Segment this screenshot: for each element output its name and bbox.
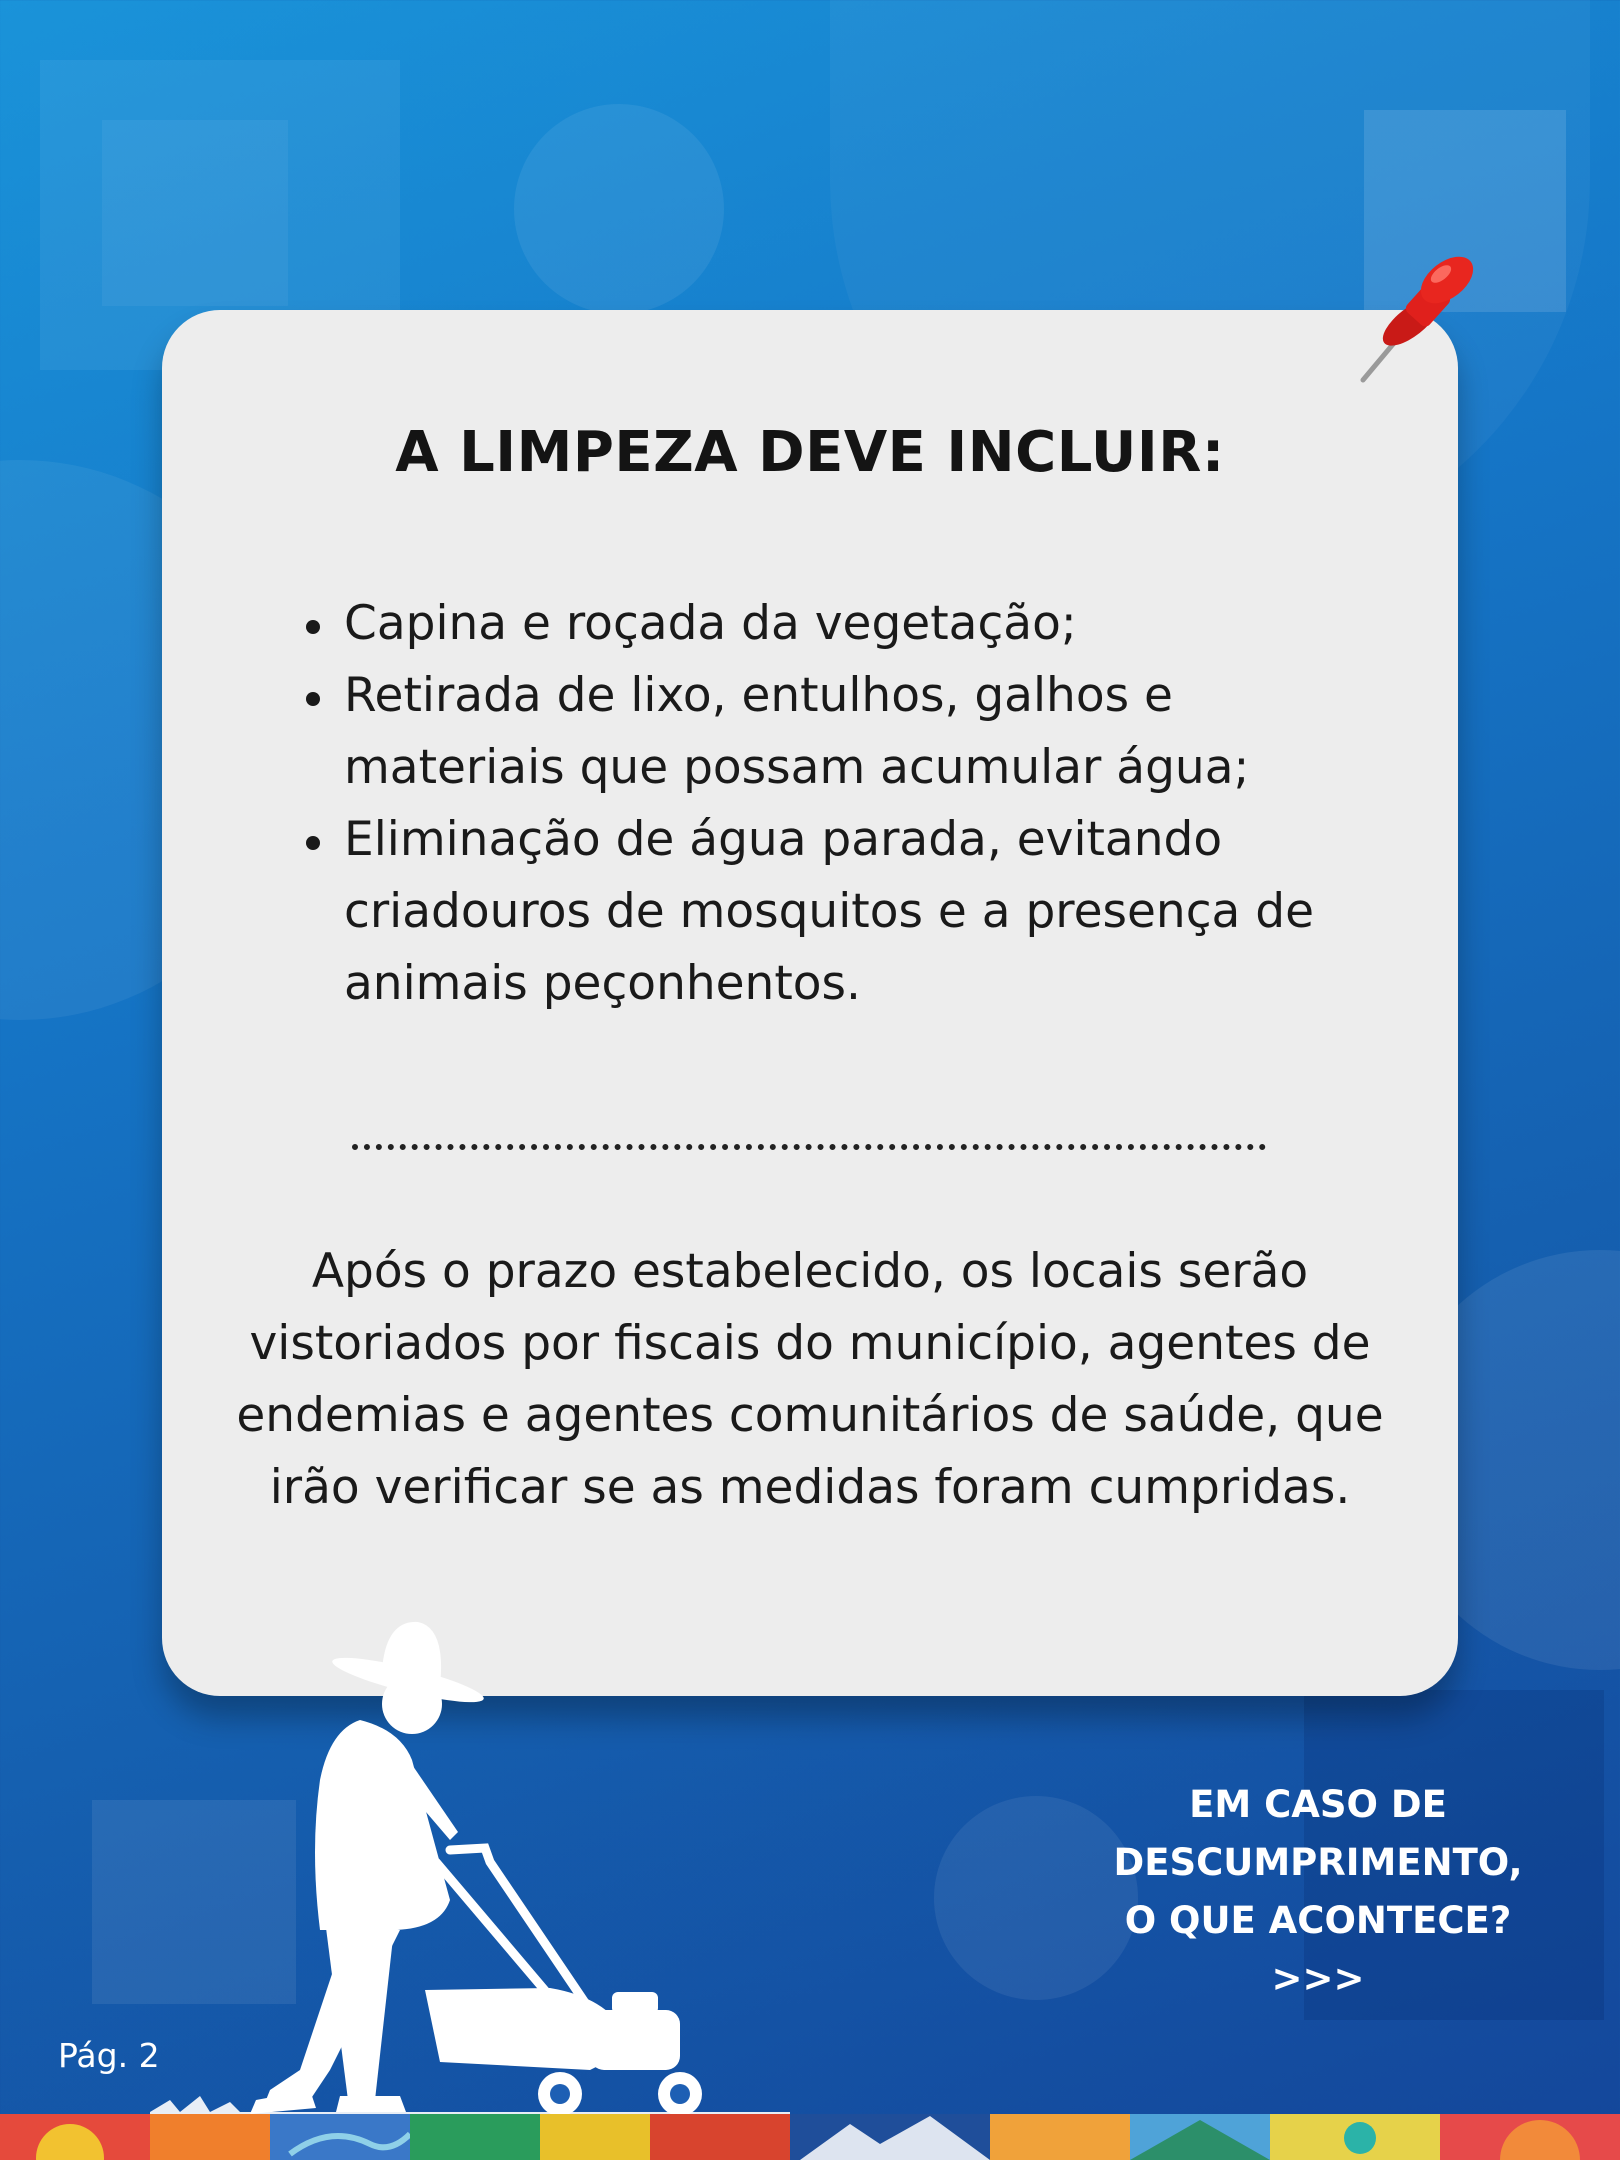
card-title: A LIMPEZA DEVE INCLUIR:: [395, 420, 1225, 485]
list-item: Eliminação de água parada, evitando criadouros de mosquitos e a presença de animais peçonhentos.: [344, 804, 1344, 1020]
list-item: Retirada de lixo, entulhos, galhos e materiais que possam acumular água;: [344, 660, 1344, 804]
bg-circle-top: [514, 104, 724, 314]
cta-line-2: DESCUMPRIMENTO,: [1113, 1841, 1523, 1884]
list-item: Capina e roçada da vegetação;: [344, 588, 1344, 660]
cta-line-3: O QUE ACONTECE?: [1124, 1899, 1512, 1942]
decorative-footer-strip: [0, 2114, 1620, 2160]
info-card: [162, 310, 1458, 1696]
next-page-prompt[interactable]: [1080, 1776, 1556, 2008]
inspection-note: Após o prazo estabelecido, os locais serão vistoriados por fiscais do município, agentes de endemias e agentes comunitários de saúde, que irão verificar se as medidas foram cumpridas.: [236, 1244, 1384, 1515]
red-pushpin-icon: [1355, 248, 1485, 388]
dotted-divider: [352, 1144, 1266, 1150]
cleaning-list: [344, 588, 1344, 1020]
bg-square-inner: [102, 120, 288, 306]
cta-arrows: >>>: [1271, 1957, 1365, 2000]
page-number: Pág. 2: [58, 2036, 160, 2075]
person-mowing-lawn-icon: [150, 1600, 790, 2120]
cta-line-1: EM CASO DE: [1189, 1783, 1447, 1826]
